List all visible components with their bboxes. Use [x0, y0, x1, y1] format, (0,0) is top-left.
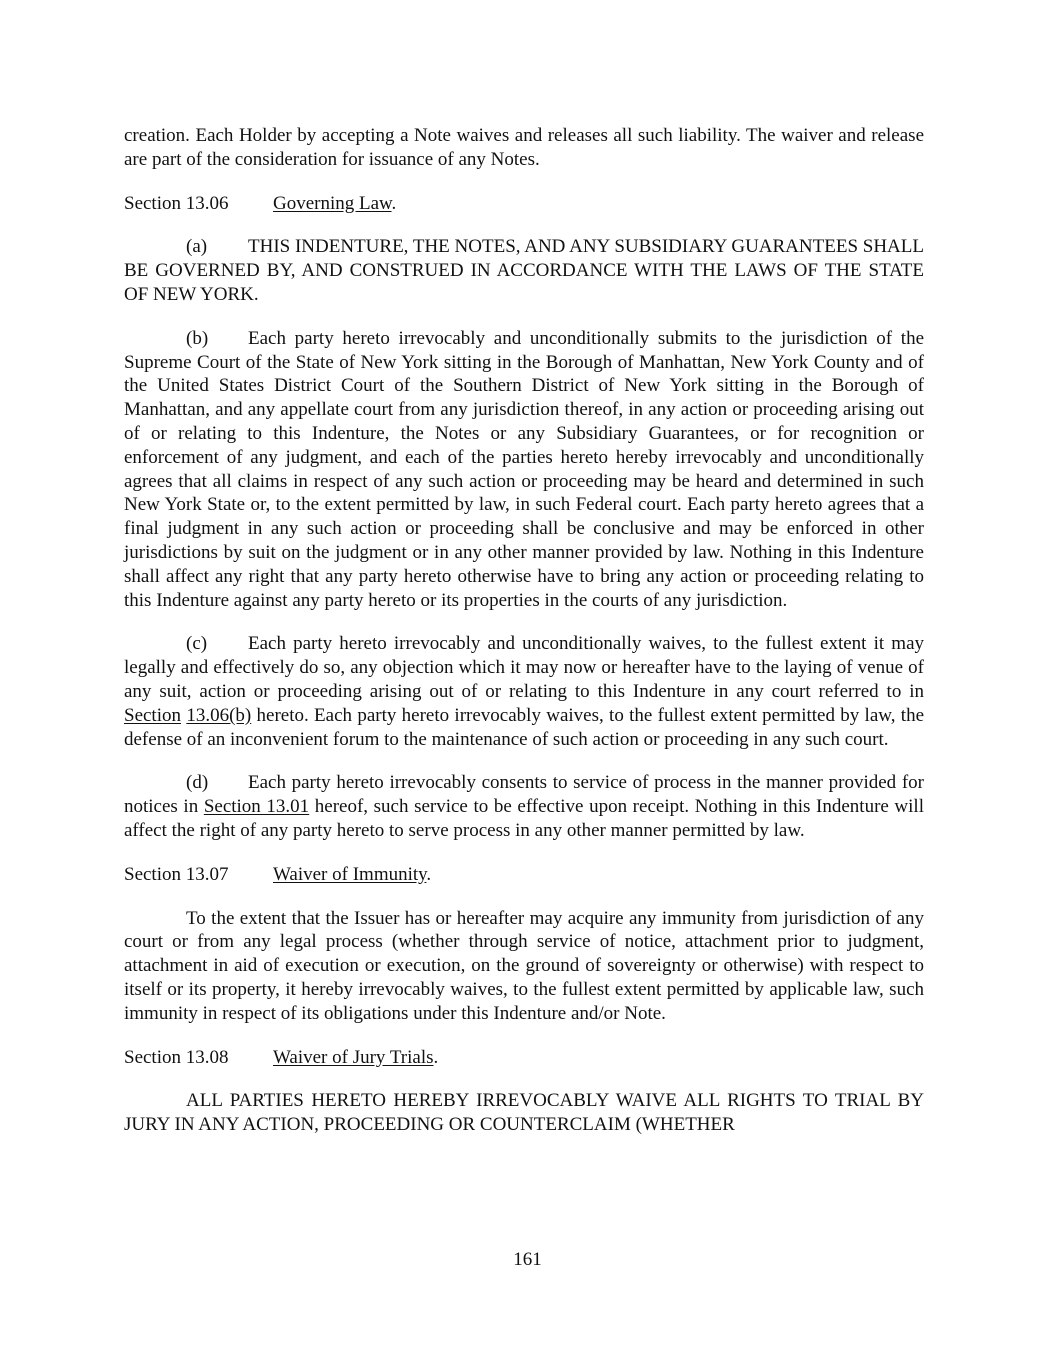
clause-text: Each party hereto irrevocably and unconditionally waives, to the fullest extent it may legally and effectively do so, any objection which it may now or hereafter have to the laying of venue of any suit, action or proceeding arising out of or relating to this Indenture in any court referred to in: [124, 633, 924, 702]
clause-text-continued: hereto. Each party hereto irrevocably waives, to the fullest extent permitted by law, the defense of an inconvenient forum to the maintenance of such action or proceeding in any such court.: [124, 704, 925, 750]
cross-reference-section[interactable]: Section: [124, 704, 181, 726]
section-number: Section 13.08: [124, 1046, 229, 1068]
section-13-08-paragraph: ALL PARTIES HERETO HEREBY IRREVOCABLY WAIVE ALL RIGHTS TO TRIAL BY JURY IN ANY ACTION, PROCEEDING OR COUNTERCLAIM (WHETHER: [124, 1090, 924, 1136]
clause-text: Each party hereto irrevocably consents to service of process in the manner provided for notices in: [124, 772, 924, 818]
cross-reference-13-06-b[interactable]: 13.06(b): [186, 704, 252, 726]
section-title: Waiver of Immunity: [273, 863, 427, 885]
clause-text: THIS INDENTURE, THE NOTES, AND ANY SUBSIDIARY GUARANTEES SHALL BE GOVERNED BY, AND CONSTRUED IN ACCORDANCE WITH THE LAWS OF THE STATE OF NEW YORK.: [124, 236, 924, 305]
section-title: Governing Law: [273, 192, 392, 214]
section-13-06-c-paragraph: [124, 632, 924, 751]
section-number: Section 13.07: [124, 863, 229, 885]
section-13-07-paragraph: To the extent that the Issuer has or hereafter may acquire any immunity from jurisdiction of any court or from any legal process (whether through service of notice, attachment prior to judgment, attachment in aid of execution or execution, on the ground of sovereignty or otherwise) with respect to itself or its property, it hereby irrevocably waives, to the fullest extent permitted by applicable law, such immunity in respect of its obligations under this Indenture and/or Note.: [124, 907, 924, 1024]
cross-reference-13-01[interactable]: Section 13.01: [203, 796, 310, 818]
clause-text-continued: hereof, such service to be effective upon receipt. Nothing in this Indenture will affect the right of any party hereto to serve process in any other manner permitted by law.: [124, 796, 924, 841]
section-title: Waiver of Jury Trials: [273, 1046, 434, 1068]
section-13-06-b-paragraph: [124, 327, 924, 613]
clause-label: (b): [186, 327, 209, 349]
page-number: 161: [513, 1249, 542, 1270]
clause-text: Each party hereto irrevocably and unconditionally submits to the jurisdiction of the Supreme Court of the State of New York sitting in the Borough of Manhattan, New York County and of the United States District Court of the Southern District of New York sitting in the Borough of Manhattan, and any appellate court from any jurisdiction thereof, in any action or proceeding arising out of or relating to this Indenture, the Notes or any Subsidiary Guarantees, or for recognition or enforcement of any judgment, and each of the parties hereto hereby irrevocably and unconditionally agrees that all claims in respect of any such action or proceeding may be heard and determined in such New York State or, to the extent permitted by law, in such Federal court. Each party hereto agrees that a final judgment in any such action or proceeding shall be conclusive and may be enforced in other jurisdictions by suit on the judgment or in any other manner provided by law. Nothing in this Indenture shall affect any right that any party hereto otherwise have to bring any action or proceeding relating to this Indenture against any party hereto or its properties in the courts of any jurisdiction.: [124, 327, 924, 611]
section-13-06-heading: Section 13.06 Governing Law.: [124, 192, 397, 214]
section-13-06-a-paragraph: [124, 235, 924, 306]
clause-label: (a): [186, 236, 208, 258]
section-number: Section 13.06: [124, 192, 229, 214]
document-page: [124, 124, 924, 1157]
clause-label: (c): [186, 633, 208, 655]
section-13-08-heading: Section 13.08 Waiver of Jury Trials.: [124, 1046, 439, 1068]
section-13-07-heading: Section 13.07 Waiver of Immunity.: [124, 863, 432, 885]
clause-label: (d): [186, 772, 209, 794]
section-13-06-d-paragraph: [124, 771, 924, 842]
intro-paragraph: creation. Each Holder by accepting a Note waives and releases all such liability. The waiver and release are part of the consideration for issuance of any Notes.: [124, 125, 924, 170]
